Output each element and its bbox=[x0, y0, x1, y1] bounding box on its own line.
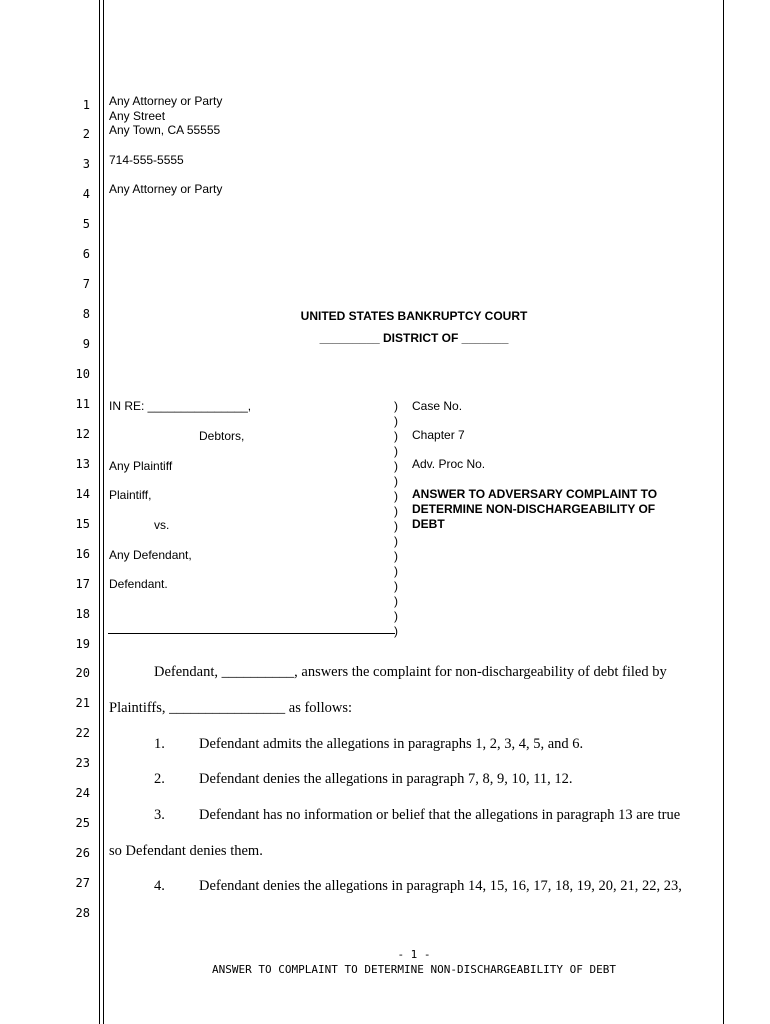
item-number: 2. bbox=[154, 771, 165, 787]
plaintiff-name: Any Plaintiff bbox=[109, 459, 173, 473]
attorney-phone: 714-555-5555 bbox=[109, 153, 184, 167]
line-number: 11 bbox=[75, 397, 90, 411]
intro-paragraph-line-1: Defendant, __________, answers the complaint for non-dischargeability of debt filed by bbox=[154, 664, 667, 680]
line-number: 25 bbox=[75, 816, 90, 830]
defendant-name: Any Defendant, bbox=[109, 548, 192, 562]
line-number: 20 bbox=[75, 666, 90, 680]
document-title-line-3: DEBT bbox=[412, 517, 445, 531]
line-number: 26 bbox=[75, 846, 90, 860]
left-margin-rule-outer bbox=[99, 0, 100, 1024]
line-number: 13 bbox=[75, 457, 90, 471]
line-number: 27 bbox=[75, 876, 90, 890]
line-number: 19 bbox=[75, 637, 90, 651]
line-number: 7 bbox=[82, 277, 90, 291]
item-text: Defendant has no information or belief that the allegations in paragraph 13 are true bbox=[199, 807, 681, 823]
line-number: 10 bbox=[75, 367, 90, 381]
footer-title: ANSWER TO COMPLAINT TO DETERMINE NON-DISCHARGEABILITY OF DEBT bbox=[212, 963, 616, 976]
court-district: _________ DISTRICT OF _______ bbox=[319, 331, 509, 345]
line-number: 8 bbox=[82, 307, 90, 321]
item-text: Defendant admits the allegations in paragraphs 1, 2, 3, 4, 5, and 6. bbox=[199, 736, 584, 752]
line-number: 22 bbox=[75, 726, 90, 740]
line-number: 12 bbox=[75, 427, 90, 441]
line-number: 14 bbox=[75, 487, 90, 501]
right-margin-rule bbox=[723, 0, 724, 1024]
line-number: 24 bbox=[75, 786, 90, 800]
line-number: 1 bbox=[82, 98, 90, 112]
line-number: 18 bbox=[75, 607, 90, 621]
plaintiff-label: Plaintiff, bbox=[109, 488, 152, 502]
line-number: 17 bbox=[75, 577, 90, 591]
item-number: 3. bbox=[154, 807, 165, 823]
line-number: 28 bbox=[75, 906, 90, 920]
line-number: 9 bbox=[82, 337, 90, 351]
document-title-line-2: DETERMINE NON-DISCHARGEABILITY OF bbox=[412, 502, 656, 516]
adversary-proceeding-label: Adv. Proc No. bbox=[412, 457, 486, 471]
versus-label: vs. bbox=[154, 518, 170, 532]
page-number: - 1 - bbox=[397, 948, 431, 961]
in-re-line: IN RE: _______________, bbox=[109, 399, 252, 413]
caption-underline bbox=[108, 633, 395, 634]
item-text-continuation: so Defendant denies them. bbox=[109, 843, 263, 859]
line-number: 5 bbox=[82, 217, 90, 231]
item-number: 4. bbox=[154, 878, 165, 894]
document-title-line-1: ANSWER TO ADVERSARY COMPLAINT TO bbox=[412, 487, 658, 501]
item-number: 1. bbox=[154, 736, 165, 752]
chapter-label: Chapter 7 bbox=[412, 428, 465, 442]
item-text: Defendant denies the allegations in paragraph 7, 8, 9, 10, 11, 12. bbox=[199, 771, 573, 787]
line-number: 21 bbox=[75, 696, 90, 710]
case-number-label: Case No. bbox=[412, 399, 463, 413]
intro-paragraph-line-2: Plaintiffs, ________________ as follows: bbox=[109, 700, 353, 716]
attorney-for: Any Attorney or Party bbox=[109, 182, 223, 196]
attorney-street: Any Street bbox=[109, 109, 166, 123]
line-number: 4 bbox=[82, 187, 90, 201]
attorney-city: Any Town, CA 55555 bbox=[109, 123, 221, 137]
attorney-name: Any Attorney or Party bbox=[109, 94, 223, 108]
left-margin-rule-inner bbox=[103, 0, 104, 1024]
line-number: 2 bbox=[82, 127, 90, 141]
line-number: 6 bbox=[82, 247, 90, 261]
line-number: 3 bbox=[82, 157, 90, 171]
defendant-label: Defendant. bbox=[109, 577, 168, 591]
item-text: Defendant denies the allegations in paragraph 14, 15, 16, 17, 18, 19, 20, 21, 22, 23, bbox=[199, 878, 682, 894]
caption-parentheses: ) ) ) ) ) ) ) ) ) ) ) ) ) ) ) ) bbox=[394, 399, 398, 638]
debtors-label: Debtors, bbox=[199, 429, 245, 443]
line-number: 15 bbox=[75, 517, 90, 531]
line-number: 16 bbox=[75, 547, 90, 561]
court-title: UNITED STATES BANKRUPTCY COURT bbox=[300, 309, 528, 323]
line-number: 23 bbox=[75, 756, 90, 770]
